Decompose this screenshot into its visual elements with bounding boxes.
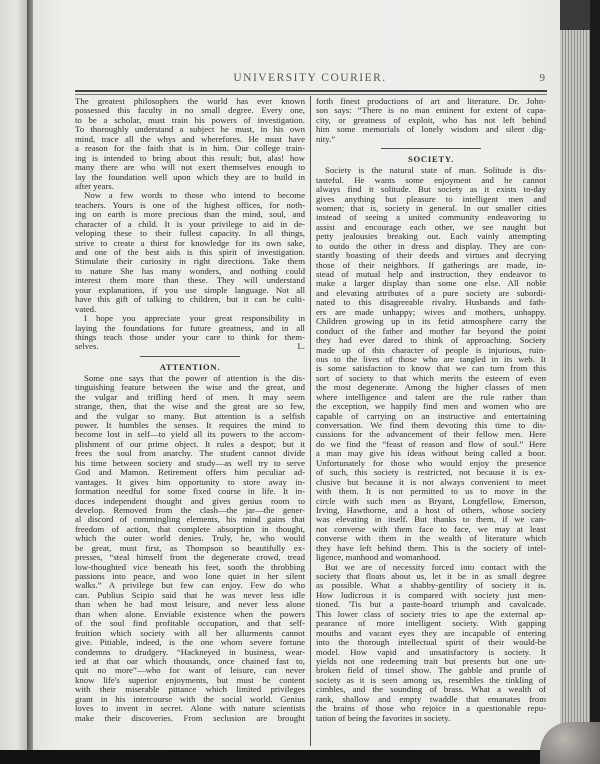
- line-text: strange, then, that the wise and the great are so few,: [75, 401, 305, 412]
- line-text: broken field of tinsel show. The gabble and prattle of: [316, 665, 546, 676]
- line-text: Irving, Hawthorne, and a host of others, whose society: [316, 504, 546, 515]
- line-text: capable of carrying on an instructive and entertaining: [316, 410, 546, 421]
- line-text: they had ever dared to think of approaching. Society: [316, 335, 546, 346]
- line-text: tioned. 'Tis but a paste-board triumph and cavalcade.: [316, 599, 546, 610]
- line-text: formation needful for some fixed course in life. It in-: [75, 486, 305, 497]
- line-text: than when alone. Enviable existence when the powers: [75, 608, 305, 619]
- line-text: power. It humbles the senses. It requires the mind to: [75, 420, 305, 430]
- line-text: presses, “steal himself from the degenerate crowd, tread: [75, 552, 305, 563]
- paragraph: [316, 166, 546, 562]
- journal-title: UNIVERSITY COURIER.: [233, 72, 387, 84]
- line-text: clusive but because it is not always convenient to meet: [316, 476, 546, 487]
- line-text: grant in his intercourse with the social world. Genius: [75, 693, 305, 704]
- author-signature: L.: [297, 341, 305, 352]
- right-column: [316, 97, 546, 723]
- line-text: Society is the natural state of man. Solitude is dis-: [325, 165, 546, 176]
- line-text: as possible. What a shabby-gentility of society it is.: [316, 580, 546, 591]
- line-text: make their discoveries. From seclusion are brought: [75, 712, 305, 723]
- line-text: low-thoughted vice beneath his feet, sooth the throbbing: [75, 561, 305, 572]
- line-text: made up of this character of people is injurious, ruin-: [316, 344, 546, 355]
- line-text: to nature She has many wonders, and nothing could: [75, 265, 305, 276]
- line-text: nated to this disagreeable rivalry. Husbands and fath-: [316, 297, 546, 308]
- line-text: quit no more”—who for want of leisure, can never: [75, 665, 305, 676]
- line-text: conduct of the father and mother far beyond the point: [316, 325, 546, 336]
- line-text: ing on earth is more precious than the mind, soul, and: [75, 209, 305, 220]
- line-text: of such, this society is restricted, not because it is ex-: [316, 467, 546, 478]
- line-text: and one of the best aids is this spirit of investigation.: [75, 247, 305, 257]
- line-text: can. Publius Scipio said that he was never less idle: [75, 589, 305, 600]
- line-text: fruition which society with all her allurments cannot: [75, 627, 305, 638]
- line-text: those of their neighbors. If gatherings are made, in-: [316, 259, 546, 270]
- line-text: Children growing up in its fetid atmosphere carry the: [316, 316, 546, 327]
- line-text: ers are made unhappy; wives and mothers, unhappy.: [316, 306, 546, 317]
- line-text: nity.”: [316, 133, 336, 144]
- line-text: of the soul find profitable occupation, and that self-: [75, 618, 305, 629]
- paragraph: [316, 97, 546, 144]
- left-column: [75, 97, 305, 723]
- line-text: the brains of those who rejoice in a questionable repu-: [316, 703, 546, 714]
- line-text: plishment of our prime object. It rules a despot; but it: [75, 438, 305, 449]
- text-line: [316, 125, 546, 134]
- line-text: How ludicrous it is compared with society just men-: [316, 589, 546, 600]
- line-text: things teach those under your care to think for them-: [75, 331, 305, 342]
- line-text: sort of society to that which merits the esteem of even: [316, 372, 546, 383]
- line-text: rank, shallow and empty twaddle that emanates from: [316, 693, 546, 704]
- line-text: women; that is, society in general. In our smaller cities: [316, 202, 546, 213]
- line-text: give. Pitiable, indeed, is the one whom severe fortune: [75, 637, 305, 648]
- line-text: a reason for the faith that is in him. Our college train-: [75, 143, 305, 154]
- line-text: stantly boasting of their deeds and virtues and decrying: [316, 250, 546, 261]
- line-text: assist and encourage each other, we see naught but: [316, 221, 546, 232]
- line-text: into the thorough intellectual spirit of their would-be: [316, 637, 546, 648]
- line-text: tation of being the favorites in society.: [316, 712, 451, 723]
- line-text: him some memorials of lonely wisdom and silent dig-: [316, 124, 546, 135]
- line-text: freedom of action, that complete absorption in thought,: [75, 523, 305, 534]
- line-text: conversation. We find them devoting this time to dis-: [316, 420, 546, 430]
- line-text: and elevating attributes of a pure society are subordi-: [316, 287, 546, 298]
- scanner-bottom-edge: [0, 750, 600, 764]
- line-text: to outdo the other in dress and display. They are con-: [316, 240, 546, 251]
- line-text: veloping these to their fullest capacity. In all things,: [75, 228, 305, 239]
- line-text: lay the foundation well upon which they are to build in: [75, 171, 305, 182]
- line-text: city, or greatness of exploit, who has not left behind: [316, 114, 546, 125]
- line-text: laying the foundations for future greatness, and in all: [75, 322, 305, 333]
- line-text: cimbles, and the sounding of brass. What a wealth of: [316, 684, 546, 695]
- line-text: al discord of commingling elements, his mind gains that: [75, 514, 305, 525]
- line-text: mind, trace all the whys and wherefores. He must have: [75, 133, 305, 144]
- line-text: the most degenerate. Among the higher classes of men: [316, 382, 546, 393]
- line-text: possessed this faculty in no small degree. Every one,: [75, 105, 305, 116]
- line-text: many there are who will not exert themselves enough to: [75, 162, 305, 173]
- line-text: know life's superior enjoyments, but must be content: [75, 674, 305, 685]
- line-text: was elevating in itself. But thanks to them, if we can-: [316, 514, 546, 525]
- line-text: strive to create a thirst for knowledge for its own sake,: [75, 237, 305, 248]
- line-text: Unfortunately for those who would enjoy the presence: [316, 457, 546, 468]
- line-text: mouths and vacant eyes they are incapable of entering: [316, 627, 546, 638]
- text-line: [316, 135, 546, 144]
- line-text: which the outer world denies. Truly, he, who would: [75, 533, 305, 544]
- line-text: duces independent thought and gives genius room to: [75, 495, 305, 506]
- line-text: the vulgar and trifling herd of men. It may seem: [75, 391, 305, 402]
- line-text: yields not one redeeming trait but presents but one un-: [316, 655, 546, 666]
- background-edge: [590, 0, 600, 764]
- line-text: vated.: [75, 303, 97, 314]
- line-text: walks.” A privilege but few can enjoy. Few do who: [75, 580, 305, 591]
- line-text: Now a few words to those who intend to become: [84, 190, 305, 201]
- line-text: Stimulate their curiosity in right directions. Take them: [75, 256, 305, 267]
- line-text: character of a child. It is your privilege to aid in de-: [75, 218, 305, 229]
- line-text: I hope you appreciate your great responsibility in: [84, 313, 305, 324]
- line-text: not converse with them face to face, we may at least: [316, 523, 546, 534]
- line-text: stead of mutual help and instruction, they endeavor to: [316, 269, 546, 279]
- paragraph: [75, 191, 305, 314]
- line-text: cussions for the advancement of their fellow men. Here: [316, 429, 546, 440]
- line-text: frees the soul from anarchy. The student cannot divide: [75, 448, 305, 459]
- line-text: become lost in self—to yield all its powers to the accom-: [75, 429, 305, 440]
- line-text: This lower class of society tries to ape the external ap-: [316, 608, 546, 619]
- line-text: ligence, manhood and womanhood.: [316, 552, 441, 563]
- line-text: society that floats about us, let it be in as small degree: [316, 571, 546, 581]
- line-text: ous to the lives of those who are tangled in its web. It: [316, 353, 546, 364]
- line-text: pearance of more intelligent society. With gapping: [316, 618, 546, 629]
- line-text: gives anything but pleasure to intelligent men and: [316, 193, 546, 204]
- line-text: forth finest productions of art and literature. Dr. John-: [316, 96, 546, 106]
- line-text: ied at that oar which thousands, once chained fast to,: [75, 655, 305, 666]
- column-divider: [310, 96, 311, 746]
- line-text: make a larger display than some one else. All noble: [316, 278, 546, 289]
- line-text: To thoroughly understand a subject he must, in his own: [75, 124, 305, 135]
- line-text: with their miserable pittance which limited privileges: [75, 684, 305, 695]
- line-text: they have left behind them. This is the society of intel-: [316, 542, 546, 553]
- text-line: [75, 333, 305, 342]
- line-text: tinguishing feature between the wise and the great, and: [75, 382, 305, 393]
- header-rule: [75, 90, 547, 95]
- line-text: ing is intended to bring about this result; but, alas! how: [75, 152, 305, 163]
- line-text: where intelligence and talent are the rule rather than: [316, 391, 546, 402]
- text-line: [75, 342, 305, 351]
- line-text: The greatest philosophers the world has ever known: [75, 96, 305, 106]
- section-heading: SOCIETY.: [407, 154, 454, 165]
- paragraph: [75, 97, 305, 191]
- paragraph: [316, 563, 546, 723]
- text-line: [316, 714, 546, 723]
- line-text: converse with them in the wealth of literature which: [316, 533, 546, 544]
- text-line: [75, 714, 305, 723]
- section-separator: [140, 356, 240, 357]
- line-text: tasteful. He wants some enjoyment and he cannot: [316, 174, 546, 185]
- line-text: and the vulgar so many. But attention is a selfish: [75, 410, 305, 421]
- running-header: [75, 72, 545, 86]
- line-text: your explanations, if you use simple language. Not all: [75, 284, 305, 295]
- line-text: interest them more than these. They will understand: [75, 275, 305, 286]
- line-text: condemns to drudgery. “Hackneyed in business, wear-: [75, 646, 305, 657]
- line-text: with them. It is not permitted to us to move in the: [316, 486, 546, 497]
- line-text: instead of seeing a united community endeavoring to: [316, 212, 546, 223]
- line-text: to be a scholar, must train his powers of investigation.: [75, 114, 305, 125]
- line-text: do we find the “feast of reason and flow of soul.” Here: [316, 438, 546, 449]
- line-text: develop. Removed from the clash—the jar—the gener-: [75, 504, 305, 515]
- line-text: son says: “There is no man eminent for extent of capa-: [316, 105, 546, 116]
- line-text: selves.: [75, 341, 99, 352]
- line-text: Some one says that the power of attention is the dis-: [84, 372, 305, 383]
- line-text: passions into peace, and woo lone quiet in her silent: [75, 571, 305, 581]
- line-text: is some satisfaction to know that we can turn from this: [316, 363, 546, 374]
- paragraph: [75, 374, 305, 723]
- line-text: always find it solitude. But society as it exists to-day: [316, 184, 546, 195]
- line-text: petty jealousies breaking out. Each vainly attempting: [316, 231, 546, 242]
- paragraph: [75, 314, 305, 352]
- line-text: than when he had most leisure, and never less alone: [75, 599, 305, 610]
- line-text: model. How vapid and unsatisfactory is society. It: [316, 646, 546, 657]
- section-heading: ATTENTION.: [159, 361, 221, 372]
- line-text: loves to invent in secret. Alone with nature scientists: [75, 703, 305, 714]
- stacked-page-edges: [560, 30, 590, 750]
- line-text: vantages. It gives him opportunity to store away in-: [75, 476, 305, 487]
- line-text: a man may give his ideas without being called a boor.: [316, 448, 546, 459]
- line-text: God and Mamon. Retirement offers him peculiar ad-: [75, 467, 305, 478]
- line-text: circle with such men as Bryant, Longfellow, Emerson,: [316, 495, 546, 506]
- line-text: teachers. Yours is one of the highest offices, for noth-: [75, 199, 305, 210]
- line-text: But we are of necessity forced into contact with the: [325, 561, 546, 572]
- text-line: [75, 295, 305, 304]
- previous-page-edge: [0, 0, 27, 750]
- section-separator: [381, 148, 481, 149]
- line-text: be great, must first, as Thompson so beautifully ex-: [75, 542, 305, 553]
- line-text: society as it is seen among us, resembles the tinkling of: [316, 674, 546, 685]
- line-text: after years.: [75, 180, 114, 191]
- line-text: have this gift of talking to children, but it can be culti-: [75, 294, 305, 305]
- line-text: his time between society and study—as well try to serve: [75, 457, 305, 468]
- line-text: the exception, we happily find men and women who are: [316, 401, 546, 412]
- page-number: 9: [539, 72, 545, 84]
